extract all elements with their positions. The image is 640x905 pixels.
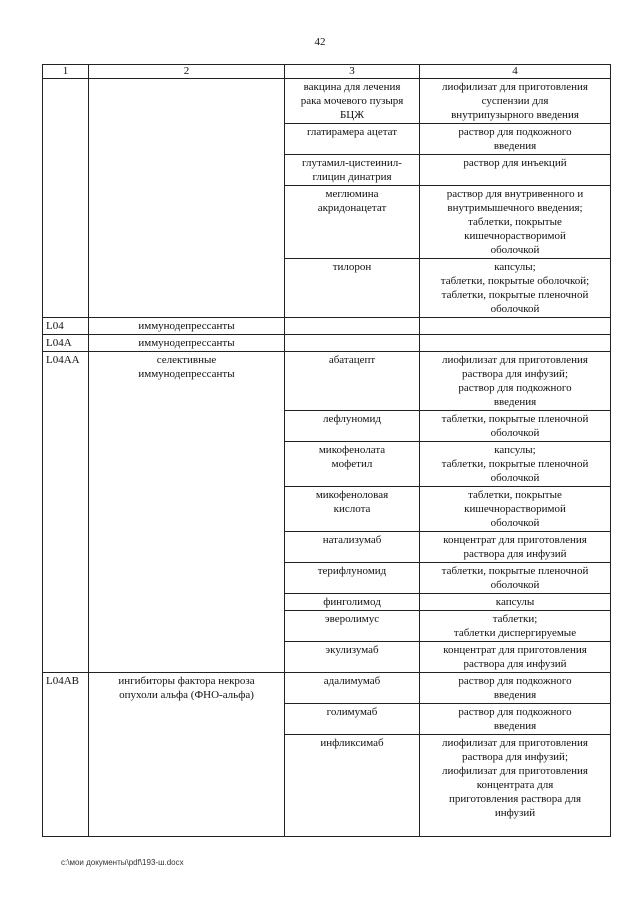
dosage-form-cell	[420, 124, 611, 155]
dosage-form-cell	[420, 352, 611, 411]
atc-code-cell: L04	[43, 318, 89, 335]
page-number: 42	[314, 36, 326, 48]
drug-name-cell	[285, 124, 420, 155]
dosage-form-line: введения	[493, 689, 537, 701]
drug-name-line: финголимод	[323, 596, 381, 608]
drug-name-line: меглюмина	[325, 188, 379, 200]
drug-name-cell	[285, 335, 420, 352]
table-header-row	[43, 65, 611, 79]
drug-name-line: абатацепт	[328, 354, 376, 366]
group-name-line: селективные	[156, 354, 217, 366]
dosage-form-line: суспензии для	[481, 95, 549, 107]
drug-name-line: натализумаб	[322, 534, 382, 546]
dosage-form-line: раствор для внутривенного и	[446, 188, 584, 200]
drug-name-line: вакцина для лечения	[303, 81, 401, 93]
dosage-form-line: кишечнорастворимой	[464, 230, 566, 242]
table-row	[43, 352, 611, 411]
dosage-form-cell	[420, 563, 611, 594]
table-row	[43, 318, 611, 335]
dosage-form-line: таблетки диспергируемые	[453, 627, 577, 639]
column-number-2: 2	[89, 65, 285, 79]
dosage-form-cell	[420, 259, 611, 318]
drug-name-cell	[285, 318, 420, 335]
drug-name-line: микофеноловая	[315, 489, 389, 501]
drug-name-line: мофетил	[331, 458, 373, 470]
dosage-form-line: раствора для инфузий	[463, 658, 567, 670]
table-row	[43, 673, 611, 704]
drug-name-line: микофенолата	[318, 444, 386, 456]
dosage-form-line: лиофилизат для приготовления	[442, 81, 588, 93]
group-name-cell	[89, 673, 285, 837]
dosage-form-cell	[420, 594, 611, 611]
drug-name-cell	[285, 411, 420, 442]
dosage-form-line: таблетки, покрытые	[468, 216, 562, 228]
dosage-form-line: лиофилизат для приготовления	[442, 765, 588, 777]
dosage-form-line: таблетки;	[492, 613, 538, 625]
drug-name-cell	[285, 532, 420, 563]
drug-name-cell	[285, 352, 420, 411]
dosage-form-line: капсулы;	[494, 444, 536, 456]
group-name-line: ингибиторы фактора некроза	[118, 675, 255, 687]
dosage-form-line: внутрипузырного введения	[451, 109, 579, 121]
drug-name-cell	[285, 735, 420, 837]
dosage-form-line: оболочкой	[490, 517, 540, 529]
dosage-form-cell	[420, 318, 611, 335]
dosage-form-cell	[420, 186, 611, 259]
drug-name-line: тилорон	[332, 261, 372, 273]
dosage-form-line: оболочкой	[490, 244, 540, 256]
dosage-form-cell	[420, 411, 611, 442]
drug-name-cell	[285, 642, 420, 673]
group-name-line: иммунодепрессанты	[138, 368, 235, 380]
dosage-form-line: раствор для подкожного	[458, 126, 572, 138]
dosage-form-line: лиофилизат для приготовления	[442, 354, 588, 366]
drug-name-cell	[285, 186, 420, 259]
dosage-form-cell	[420, 673, 611, 704]
drug-name-line: акридонацетат	[317, 202, 387, 214]
dosage-form-line: раствора для инфузий	[463, 548, 567, 560]
dosage-form-line: таблетки, покрытые пленочной	[441, 413, 589, 425]
group-name-cell	[89, 318, 285, 335]
dosage-form-cell	[420, 735, 611, 837]
drug-name-cell	[285, 259, 420, 318]
dosage-form-cell	[420, 487, 611, 532]
drug-name-cell	[285, 487, 420, 532]
drug-name-cell	[285, 594, 420, 611]
dosage-form-line: лиофилизат для приготовления	[442, 737, 588, 749]
dosage-form-line: раствор для подкожного	[458, 382, 572, 394]
drug-name-line: экулизумаб	[325, 644, 379, 656]
atc-code-cell: L04A	[43, 335, 89, 352]
table-row	[43, 335, 611, 352]
drug-name-line: эверолимус	[324, 613, 380, 625]
drug-name-line: лефлуномид	[323, 413, 381, 425]
table-row	[43, 79, 611, 124]
dosage-form-line: капсулы;	[494, 261, 536, 273]
dosage-form-line: капсулы	[495, 596, 535, 608]
dosage-form-line: таблетки, покрытые пленочной	[441, 565, 589, 577]
dosage-form-line: оболочкой	[490, 427, 540, 439]
dosage-form-line: раствор для подкожного	[458, 675, 572, 687]
drug-name-cell	[285, 673, 420, 704]
dosage-form-line: оболочкой	[490, 472, 540, 484]
group-name-cell	[89, 335, 285, 352]
dosage-form-cell	[420, 704, 611, 735]
group-name-line: иммунодепрессанты	[138, 320, 235, 332]
drug-name-line: инфликсимаб	[320, 737, 384, 749]
drug-name-line: кислота	[333, 503, 371, 515]
dosage-form-cell	[420, 532, 611, 563]
group-name-line: иммунодепрессанты	[138, 337, 235, 349]
dosage-form-line: приготовления раствора для	[449, 793, 581, 805]
dosage-form-line: таблетки, покрытые пленочной	[441, 458, 589, 470]
dosage-form-line: таблетки, покрытые	[468, 489, 562, 501]
drug-name-line: голимумаб	[326, 706, 378, 718]
drug-name-cell	[285, 79, 420, 124]
drug-name-line: адалимумаб	[323, 675, 381, 687]
dosage-form-line: введения	[493, 720, 537, 732]
dosage-form-line: раствор для инъекций	[463, 157, 567, 169]
dosage-form-line: концентрат для приготовления	[443, 534, 587, 546]
dosage-form-line: оболочкой	[490, 303, 540, 315]
drug-table	[42, 64, 611, 837]
drug-name-cell	[285, 704, 420, 735]
dosage-form-cell	[420, 335, 611, 352]
drug-name-line: глицин динатрия	[312, 171, 392, 183]
atc-code-cell: L04AA	[43, 352, 89, 673]
dosage-form-line: оболочкой	[490, 579, 540, 591]
dosage-form-cell	[420, 155, 611, 186]
dosage-form-line: раствор для подкожного	[458, 706, 572, 718]
group-name-line: опухоли альфа (ФНО-альфа)	[119, 689, 254, 701]
dosage-form-cell	[420, 442, 611, 487]
atc-code-cell: L04AB	[43, 673, 89, 837]
column-number-4: 4	[420, 65, 611, 79]
footer-file-path: c:\мои документы\pdf\193-ш.docx	[61, 858, 184, 867]
dosage-form-cell	[420, 611, 611, 642]
drug-name-line: рака мочевого пузыря	[300, 95, 404, 107]
drug-name-line: глатирамера ацетат	[306, 126, 398, 138]
drug-name-line: терифлуномид	[317, 565, 387, 577]
drug-name-line: глутамил-цистеинил-	[302, 157, 402, 169]
dosage-form-line: раствора для инфузий;	[461, 751, 569, 763]
drug-name-cell	[285, 611, 420, 642]
atc-code-cell	[43, 79, 89, 318]
group-name-cell	[89, 79, 285, 318]
dosage-form-line: кишечнорастворимой	[464, 503, 566, 515]
dosage-form-line: инфузий	[494, 807, 536, 819]
dosage-form-cell	[420, 642, 611, 673]
dosage-form-line: таблетки, покрытые оболочкой;	[440, 275, 590, 287]
dosage-form-line: раствора для инфузий;	[461, 368, 569, 380]
dosage-form-line: введения	[493, 396, 537, 408]
group-name-cell	[89, 352, 285, 673]
dosage-form-line: концентрат для приготовления	[443, 644, 587, 656]
dosage-form-line: таблетки, покрытые пленочной	[441, 289, 589, 301]
dosage-form-line: концентрата для	[476, 779, 554, 791]
drug-name-cell	[285, 563, 420, 594]
drug-name-cell	[285, 155, 420, 186]
drug-name-cell	[285, 442, 420, 487]
column-number-3: 3	[285, 65, 420, 79]
dosage-form-cell	[420, 79, 611, 124]
dosage-form-line: внутримышечного введения;	[447, 202, 583, 214]
dosage-form-line: введения	[493, 140, 537, 152]
drug-name-line: БЦЖ	[339, 109, 365, 121]
column-number-1: 1	[43, 65, 89, 79]
